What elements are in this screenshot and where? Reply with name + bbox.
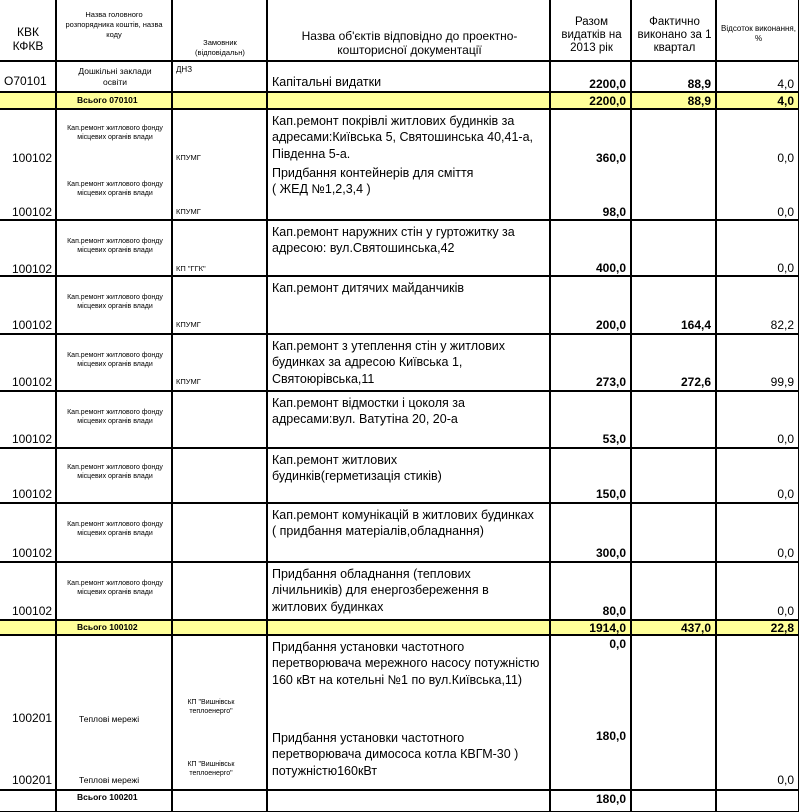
- r4-total: 273,0: [595, 375, 626, 389]
- r5-percent: 0,0: [777, 432, 794, 446]
- sum1-total-cell: [550, 92, 631, 109]
- r1-total-1: 360,0: [595, 151, 626, 165]
- r6-code-cell: [0, 448, 56, 503]
- header-object-cell: [267, 0, 550, 61]
- r3-actual: 164,4: [680, 318, 711, 332]
- s1-percent: 4,0: [777, 77, 794, 91]
- r8-percent: 0,0: [777, 604, 794, 618]
- r5-percent-cell: [716, 391, 799, 448]
- r6-manager-cell: [56, 448, 172, 503]
- r9-code-1: 100201: [12, 711, 53, 725]
- r2-percent: 0,0: [777, 261, 794, 275]
- r6-code: 100102: [12, 487, 53, 501]
- r3-customer-cell: [172, 276, 267, 334]
- s1-customer-cell: [172, 61, 267, 92]
- r4-code: 100102: [12, 375, 53, 389]
- sum3-actual-cell: [631, 790, 716, 812]
- r5-total: 53,0: [602, 432, 626, 446]
- r6-actual-cell: [631, 448, 716, 503]
- r1-total-2: 98,0: [602, 205, 626, 219]
- r5-actual-cell: [631, 391, 716, 448]
- r7-total: 300,0: [595, 546, 626, 560]
- r1-percent-2: 0,0: [777, 205, 794, 219]
- r4-customer-cell: [172, 334, 267, 391]
- r3-desc: Кап.ремонт дитячих майданчиків: [272, 281, 465, 295]
- r9-customer-2: КП "Вишнівськ теплоенерго": [187, 761, 235, 778]
- r9-actual-cell: [631, 635, 716, 790]
- sum3-label-cell: [56, 790, 172, 812]
- r5-customer-cell: [172, 391, 267, 448]
- r2-code: 100102: [12, 262, 53, 276]
- sum3-label: Всього 100201: [77, 792, 138, 802]
- r3-desc-cell: [267, 276, 550, 334]
- r4-manager-cell: [56, 334, 172, 391]
- sum2-code-cell: [0, 620, 56, 635]
- r8-desc-cell: [267, 562, 550, 620]
- r3-manager-cell: [56, 276, 172, 334]
- r6-customer-cell: [172, 448, 267, 503]
- sum3-total: 180,0: [595, 792, 626, 806]
- s1-actual: 88,9: [687, 77, 711, 91]
- r3-actual-cell: [631, 276, 716, 334]
- r3-percent: 82,2: [770, 318, 794, 332]
- r7-actual-cell: [631, 503, 716, 562]
- s1-customer: ДНЗ: [176, 65, 193, 74]
- r9-manager-cell: [56, 635, 172, 790]
- s1-manager: Дошкільні заклади освіти: [78, 66, 152, 88]
- s1-total-cell: [550, 61, 631, 92]
- s1-actual-cell: [631, 61, 716, 92]
- sum2-percent-cell: [716, 620, 799, 635]
- r9-manager-1: Теплові мережі: [79, 714, 140, 724]
- r9-desc-2: Придбання установки частотного перетворювача димососа котла КВГМ-30 ) потужністю160кВт: [272, 731, 519, 778]
- sum1-actual-cell: [631, 92, 716, 109]
- r3-total-cell: [550, 276, 631, 334]
- r1-code-cell: [0, 109, 56, 220]
- header-object: Назва об'єктів відповідно до проектно- кошторисної документації: [301, 29, 518, 57]
- s1-code-cell: [0, 61, 56, 92]
- r3-code: 100102: [12, 318, 53, 332]
- sum1-percent: 4,0: [777, 94, 794, 108]
- header-percent: Відсоток виконання, %: [721, 24, 796, 44]
- r5-total-cell: [550, 391, 631, 448]
- r2-total-cell: [550, 220, 631, 276]
- r9-percent-cell: [716, 635, 799, 790]
- r9-desc-1: Придбання установки частотного перетворювача мережного насосу потужністю 160 кВт на котельні №1 по вул.Київська,11): [272, 640, 540, 687]
- r1-code-1: 100102: [12, 151, 53, 165]
- r7-customer-cell: [172, 503, 267, 562]
- r2-desc: Кап.ремонт наружних стін у гуртожитку за адресою: вул.Святошинська,42: [272, 225, 515, 256]
- r9-customer-1: КП "Вишнівськ теплоенерго": [187, 699, 235, 716]
- r8-total: 80,0: [602, 604, 626, 618]
- sum3-code-cell: [0, 790, 56, 812]
- r2-code-cell: [0, 220, 56, 276]
- sum3-percent-cell: [716, 790, 799, 812]
- r3-manager: Кап.ремонт житлового фонду місцевих органів влади: [67, 294, 163, 311]
- r5-manager: Кап.ремонт житлового фонду місцевих органів влади: [67, 409, 163, 426]
- r4-desc-cell: [267, 334, 550, 391]
- r9-code-cell: [0, 635, 56, 790]
- r5-manager-cell: [56, 391, 172, 448]
- header-total-cell: [550, 0, 631, 61]
- header-customer: Замовник (відповідальн): [195, 38, 245, 57]
- sum2-label: Всього 100102: [77, 622, 138, 632]
- r9-desc-cell: [267, 635, 550, 790]
- r4-percent-cell: [716, 334, 799, 391]
- r1-customer-2: КПУМГ: [176, 207, 201, 216]
- sum3-total-cell: [550, 790, 631, 812]
- r1-manager-cell: [56, 109, 172, 220]
- r1-customer-cell: [172, 109, 267, 220]
- r4-total-cell: [550, 334, 631, 391]
- sum1-code-cell: [0, 92, 56, 109]
- r2-percent-cell: [716, 220, 799, 276]
- r7-total-cell: [550, 503, 631, 562]
- r8-percent-cell: [716, 562, 799, 620]
- sum1-percent-cell: [716, 92, 799, 109]
- r9-total-2: 180,0: [595, 729, 626, 743]
- sum2-customer-cell: [172, 620, 267, 635]
- r8-actual-cell: [631, 562, 716, 620]
- r8-manager-cell: [56, 562, 172, 620]
- sum2-actual: 437,0: [680, 621, 711, 635]
- header-manager-cell: [56, 0, 172, 61]
- r7-manager-cell: [56, 503, 172, 562]
- r4-customer: КПУМГ: [176, 377, 201, 386]
- r6-total-cell: [550, 448, 631, 503]
- r6-desc: Кап.ремонт житлових будинків(герметизація стиків): [272, 453, 442, 484]
- r2-customer: КП "ГГК": [176, 264, 206, 273]
- r7-desc: Кап.ремонт комунікацій в житлових будинках ( придбання матеріалів,обладнання): [272, 508, 534, 539]
- r9-manager-2: Теплові мережі: [79, 775, 140, 785]
- r2-manager-cell: [56, 220, 172, 276]
- r5-desc: Кап.ремонт відмостки і цоколя за адресами:вул. Ватутіна 20, 20-а: [272, 396, 465, 427]
- r1-manager-2: Кап.ремонт житлового фонду місцевих органів влади: [67, 181, 163, 198]
- r6-total: 150,0: [595, 487, 626, 501]
- r1-desc-2: Придбання контейнерів для сміття ( ЖЕД №1,2,3,4 ): [272, 166, 474, 197]
- r2-total: 400,0: [595, 261, 626, 275]
- r9-total-cell: [550, 635, 631, 790]
- header-manager: Назва головного розпорядника коштів, назва коду: [65, 10, 163, 39]
- r1-desc-1: Кап.ремонт покрівлі житлових будинків за адресами:Київська 5, Святошинська 40,41-а, Південна 5-а.: [272, 114, 534, 161]
- r2-desc-cell: [267, 220, 550, 276]
- r5-code-cell: [0, 391, 56, 448]
- r1-total-cell: [550, 109, 631, 220]
- sum2-label-cell: [56, 620, 172, 635]
- r2-manager: Кап.ремонт житлового фонду місцевих органів влади: [67, 238, 163, 255]
- r6-percent: 0,0: [777, 487, 794, 501]
- sum1-desc-cell: [267, 92, 550, 109]
- sum2-total: 1914,0: [589, 621, 626, 635]
- r5-code: 100102: [12, 432, 53, 446]
- sum2-percent: 22,8: [770, 621, 794, 635]
- sum1-actual: 88,9: [687, 94, 711, 108]
- header-kvk-cell: [0, 0, 56, 61]
- r4-code-cell: [0, 334, 56, 391]
- r1-manager-1: Кап.ремонт житлового фонду місцевих органів влади: [67, 125, 163, 142]
- r6-percent-cell: [716, 448, 799, 503]
- r8-code-cell: [0, 562, 56, 620]
- header-actual: Фактично виконано за 1 квартал: [637, 16, 712, 55]
- header-percent-cell: [716, 0, 799, 61]
- r7-code: 100102: [12, 546, 53, 560]
- header-actual-cell: [631, 0, 716, 61]
- sum3-customer-cell: [172, 790, 267, 812]
- sum1-total: 2200,0: [589, 94, 626, 108]
- r7-code-cell: [0, 503, 56, 562]
- r8-customer-cell: [172, 562, 267, 620]
- r2-actual-cell: [631, 220, 716, 276]
- sum2-desc-cell: [267, 620, 550, 635]
- r8-manager: Кап.ремонт житлового фонду місцевих органів влади: [67, 580, 163, 597]
- r5-desc-cell: [267, 391, 550, 448]
- r7-percent-cell: [716, 503, 799, 562]
- s1-desc-cell: [267, 61, 550, 92]
- sum3-desc-cell: [267, 790, 550, 812]
- r1-actual-cell: [631, 109, 716, 220]
- r3-total: 200,0: [595, 318, 626, 332]
- header-customer-cell: [172, 0, 267, 61]
- r3-percent-cell: [716, 276, 799, 334]
- r7-desc-cell: [267, 503, 550, 562]
- r9-total-1: 0,0: [609, 637, 626, 651]
- r6-manager: Кап.ремонт житлового фонду місцевих органів влади: [67, 464, 163, 481]
- sum1-label-cell: [56, 92, 172, 109]
- r1-desc-cell: [267, 109, 550, 220]
- r1-percent-1: 0,0: [777, 151, 794, 165]
- r1-percent-cell: [716, 109, 799, 220]
- r2-customer-cell: [172, 220, 267, 276]
- s1-desc: Капітальні видатки: [272, 75, 382, 89]
- s1-percent-cell: [716, 61, 799, 92]
- sum1-customer-cell: [172, 92, 267, 109]
- r7-manager: Кап.ремонт житлового фонду місцевих органів влади: [67, 521, 163, 538]
- sum1-label: Всього 070101: [77, 95, 138, 105]
- r7-percent: 0,0: [777, 546, 794, 560]
- r4-manager: Кап.ремонт житлового фонду місцевих органів влади: [67, 352, 163, 369]
- sum2-actual-cell: [631, 620, 716, 635]
- s1-total: 2200,0: [589, 77, 626, 91]
- s1-code: О70101: [4, 74, 47, 88]
- r9-customer-cell: [172, 635, 267, 790]
- s1-manager-cell: [56, 61, 172, 92]
- r1-code-2: 100102: [12, 205, 53, 219]
- r4-actual: 272,6: [680, 375, 711, 389]
- r8-total-cell: [550, 562, 631, 620]
- r9-percent: 0,0: [777, 773, 794, 787]
- r1-customer-1: КПУМГ: [176, 153, 201, 162]
- r8-desc: Придбання обладнання (теплових лічильників) для енергозбереження в житлових будинках: [272, 567, 489, 614]
- r4-actual-cell: [631, 334, 716, 391]
- r6-desc-cell: [267, 448, 550, 503]
- r4-desc: Кап.ремонт з утеплення стін у житлових будинках за адресою Київська 1, Святоюрівська,11: [272, 339, 505, 386]
- sum2-total-cell: [550, 620, 631, 635]
- header-total: Разом видатків на 2013 рік: [561, 16, 622, 55]
- r4-percent: 99,9: [770, 375, 794, 389]
- r8-code: 100102: [12, 604, 53, 618]
- header-kvk: КВК КФКВ: [12, 25, 44, 53]
- r9-code-2: 100201: [12, 773, 53, 787]
- r3-code-cell: [0, 276, 56, 334]
- r3-customer: КПУМГ: [176, 320, 201, 329]
